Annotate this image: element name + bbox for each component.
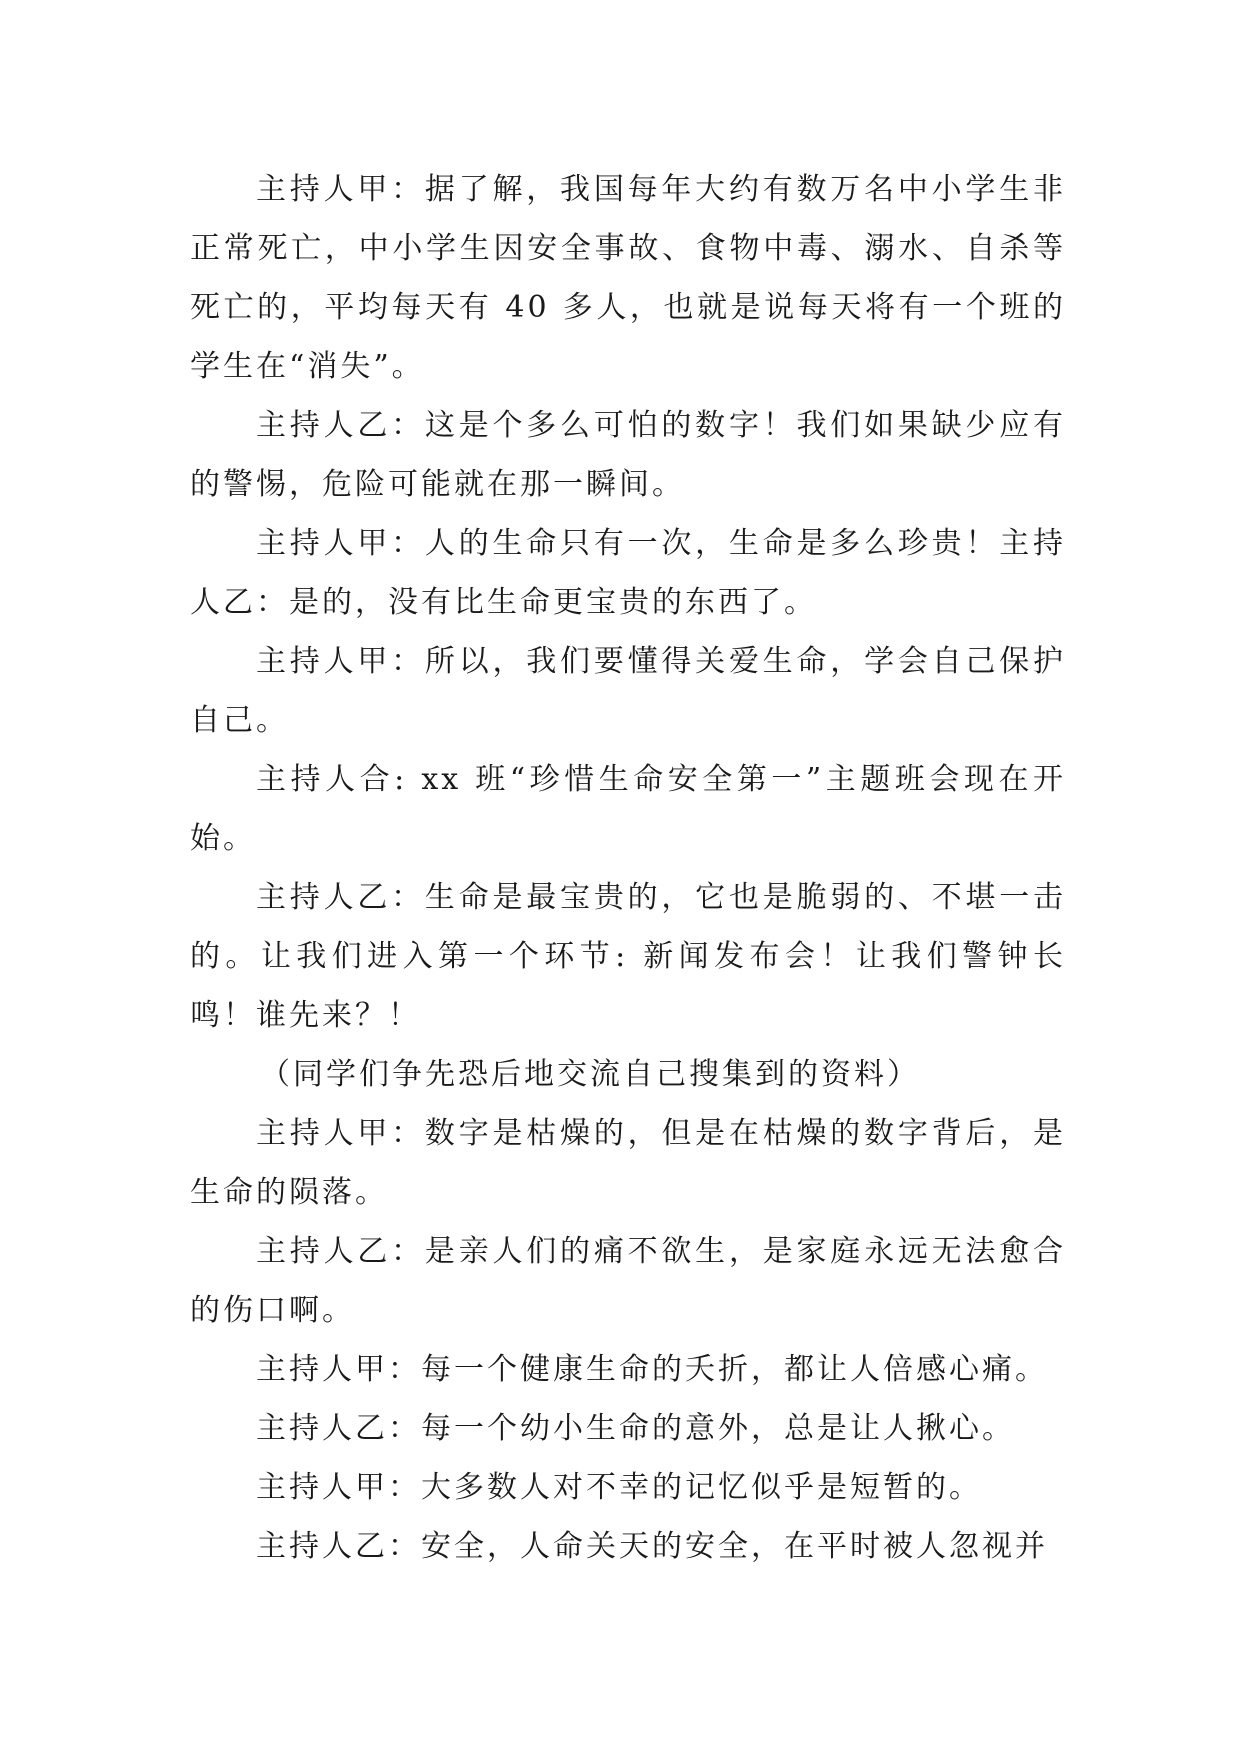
paragraph: （同学们争先恐后地交流自己搜集到的资料）: [260, 1057, 920, 1092]
paragraph: 主持人甲：人的生命只有一次，生命是多么珍贵！主持人乙：是的，没有比生命更宝贵的东西了。: [190, 526, 1066, 620]
paragraph: 主持人甲：所以，我们要懂得关爱生命，学会自己保护自己。: [190, 644, 1066, 738]
paragraph: 主持人乙：每一个幼小生命的意外，总是让人揪心。: [256, 1411, 1015, 1446]
paragraph: 主持人甲：大多数人对不幸的记忆似乎是短暂的。: [256, 1470, 982, 1505]
paragraph: 主持人乙：生命是最宝贵的，它也是脆弱的、不堪一击的。让我们进入第一个环节: 新闻发布会！让我们警钟长鸣！谁先来？！: [190, 880, 1066, 1033]
paragraph: 主持人甲：每一个健康生命的夭折，都让人倍感心痛。: [256, 1352, 1048, 1387]
paragraph: 主持人乙：安全，人命关天的安全，在平时被人忽视并: [256, 1529, 1048, 1564]
paragraph: 主持人合: xx 班“珍惜生命安全第一”主题班会现在开始。: [190, 762, 1066, 856]
paragraph: 主持人甲：数字是枯燥的，但是在枯燥的数字背后，是生命的陨落。: [190, 1116, 1066, 1210]
paragraph: 主持人甲：据了解，我国每年大约有数万名中小学生非正常死亡，中小学生因安全事故、食物中毒、溺水、自杀等死亡的，平均每天有 40 多人，也就是说每天将有一个班的学生在“消失”。: [190, 172, 1066, 384]
document-body: [190, 160, 1066, 1576]
paragraph: 主持人乙：这是个多么可怕的数字！我们如果缺少应有的警惕，危险可能就在那一瞬间。: [190, 408, 1066, 502]
paragraph: 主持人乙：是亲人们的痛不欲生，是家庭永远无法愈合的伤口啊。: [190, 1234, 1066, 1328]
